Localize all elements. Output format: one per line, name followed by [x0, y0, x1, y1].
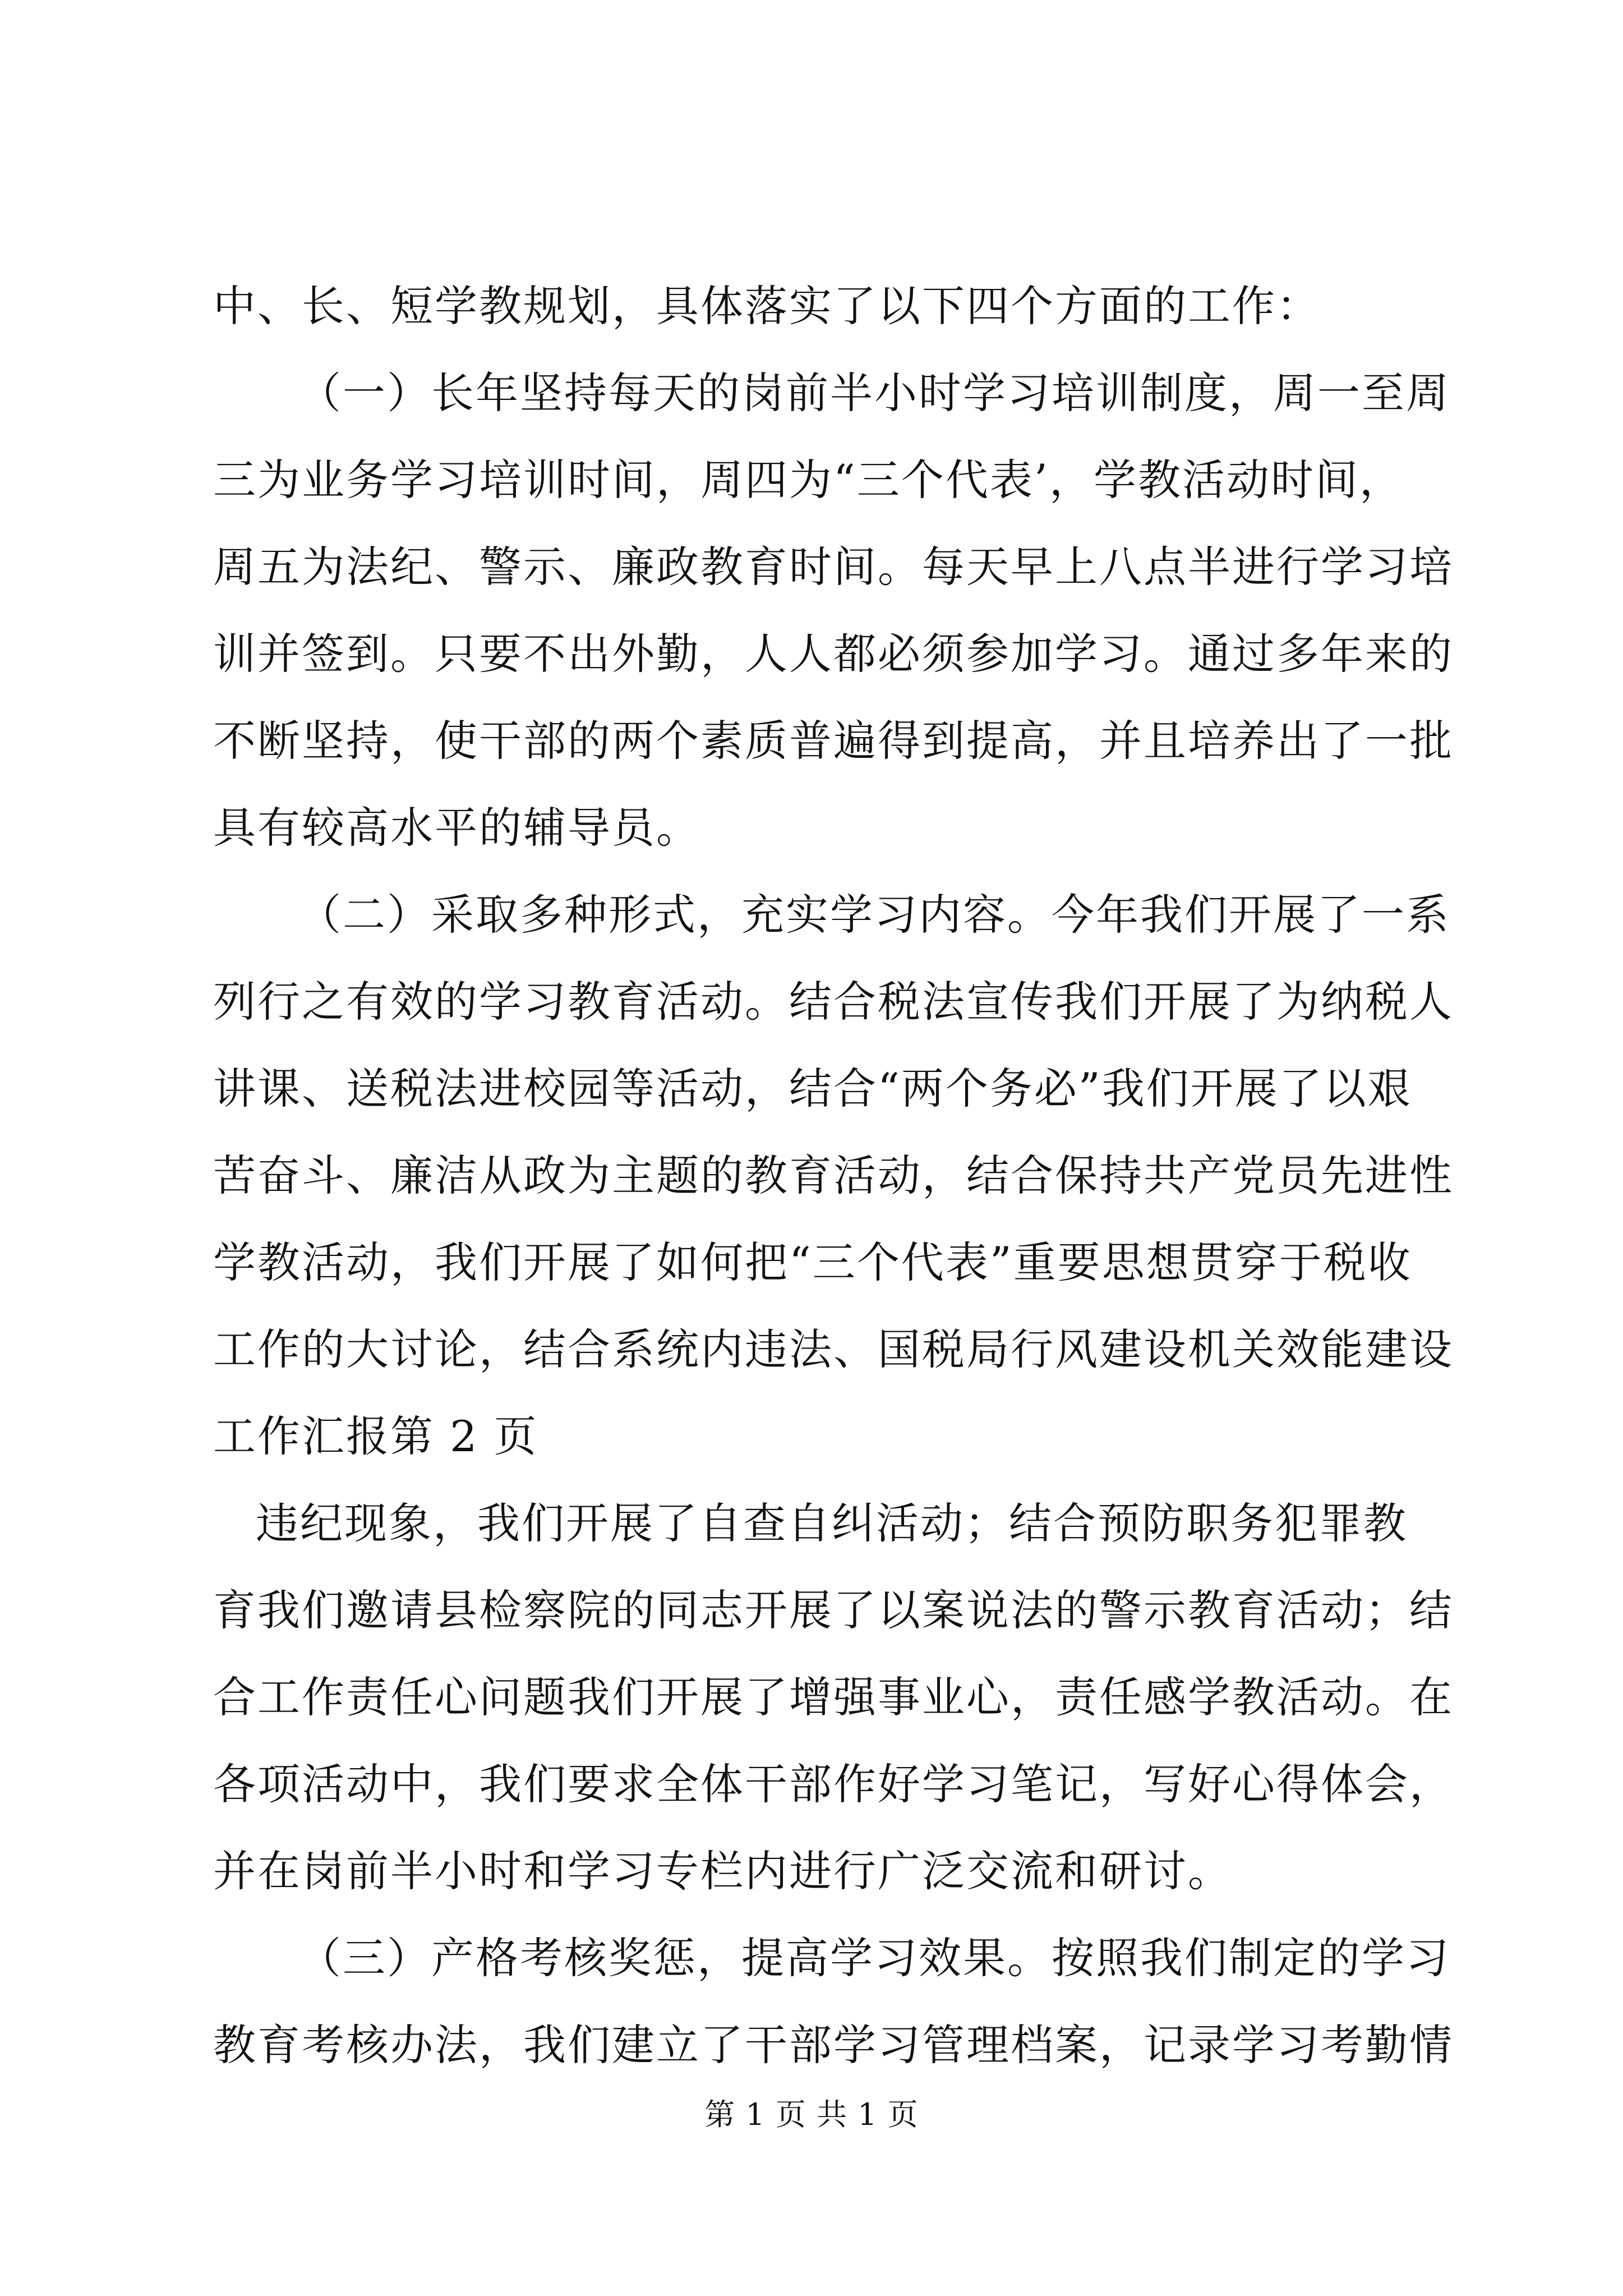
paragraph-continuation: 违纪现象，我们开展了自查自纠活动；结合预防职务犯罪教 [256, 1498, 1408, 1548]
text-line: 三为业务学习培训时间，周四为“三个代表’，学教活动时间， [213, 455, 1404, 505]
text-line: 列行之有效的学习教育活动。结合税法宣传我们开展了为纳税人 [213, 977, 1454, 1027]
text-line: 中、长、短学教规划，具体落实了以下四个方面的工作： [213, 281, 1321, 331]
text-line: 学教活动，我们开展了如何把“三个代表”重要思想贯穿于税收 [213, 1237, 1412, 1287]
text-line: 不断坚持，使干部的两个素质普遍得到提高，并且培养出了一批 [213, 716, 1454, 766]
document-body [213, 263, 1454, 2088]
paragraph-1-start: （一）长年坚持每天的岗前半小时学习培训制度，周一至周 [298, 368, 1450, 418]
text-line: 教育考核办法，我们建立了干部学习管理档案，记录学习考勤情 [213, 2020, 1454, 2070]
inline-page-marker: 工作汇报第 2 页 [213, 1411, 538, 1461]
text-line: 合工作责任心问题我们开展了增强事业心，责任感学教活动。在 [213, 1672, 1454, 1722]
text-line: 具有较高水平的辅导员。 [213, 803, 700, 853]
text-line: 训并签到。只要不出外勤，人人都必须参加学习。通过多年来的 [213, 629, 1454, 679]
paragraph-2-start: （二）采取多种形式，充实学习内容。今年我们开展了一系 [298, 890, 1450, 940]
paragraph-3-start: （三）产格考核奖惩，提高学习效果。按照我们制定的学习 [298, 1933, 1450, 1983]
text-line: 讲课、送税法进校园等活动，结合“两个务必”我们开展了以艰 [213, 1064, 1412, 1114]
text-line: 育我们邀请县检察院的同志开展了以案说法的警示教育活动；结 [213, 1585, 1454, 1635]
page-footer: 第 1 页 共 1 页 [704, 2097, 919, 2132]
text-line: 各项活动中，我们要求全体干部作好学习笔记，写好心得体会， [213, 1759, 1454, 1809]
text-line: 并在岗前半小时和学习专栏内进行广泛交流和研讨。 [213, 1846, 1232, 1896]
text-line: 苦奋斗、廉洁从政为主题的教育活动，结合保持共产党员先进性 [213, 1151, 1454, 1200]
text-line: 周五为法纪、警示、廉政教育时间。每天早上八点半进行学习培 [213, 542, 1454, 592]
text-line: 工作的大讨论，结合系统内违法、国税局行风建设机关效能建设 [213, 1324, 1454, 1374]
